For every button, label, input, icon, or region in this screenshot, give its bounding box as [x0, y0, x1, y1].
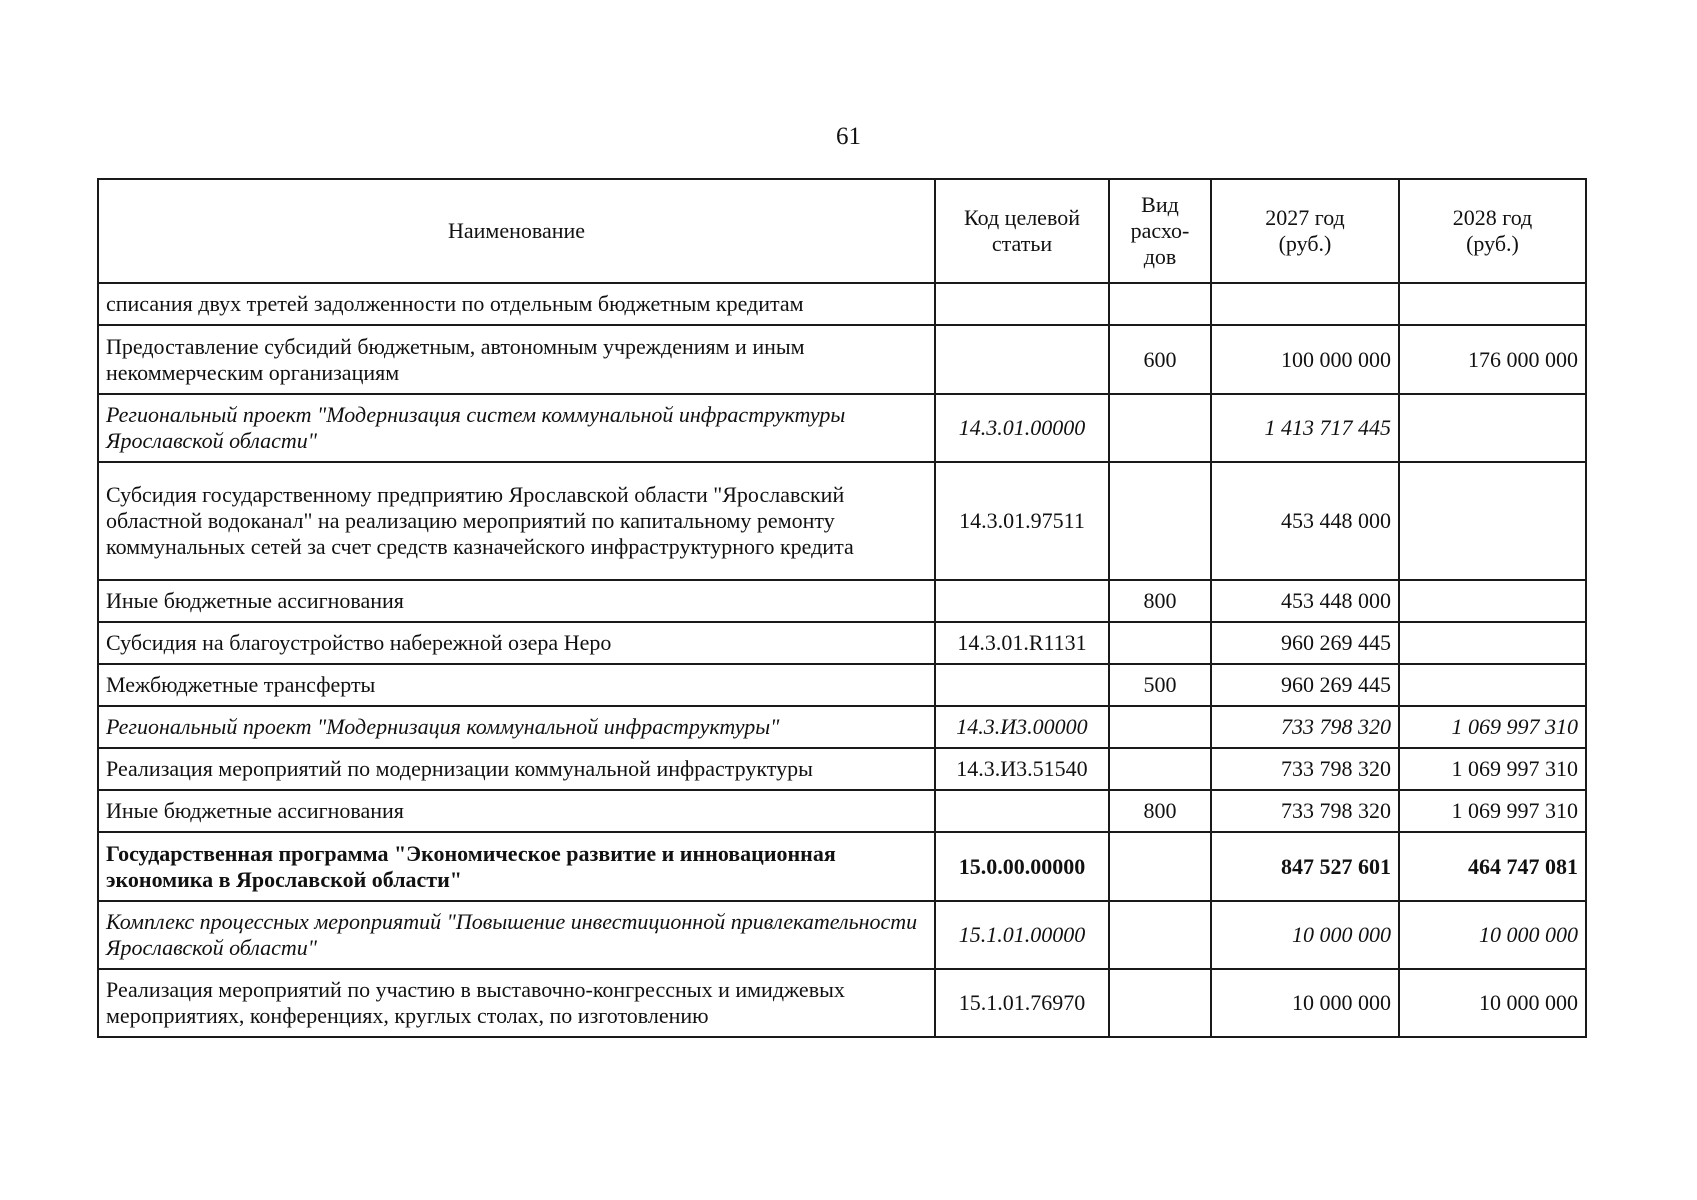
- row-name-cell: Межбюджетные трансферты: [98, 664, 935, 706]
- row-code-cell: [935, 580, 1109, 622]
- row-2027-cell: 847 527 601: [1211, 832, 1399, 901]
- table-row: [98, 664, 1586, 706]
- header-code: Код целевой статьи: [935, 179, 1109, 283]
- header-kind: Вид расхо- дов: [1109, 179, 1211, 283]
- row-2027-cell: 453 448 000: [1211, 580, 1399, 622]
- row-code-cell: 15.1.01.00000: [935, 901, 1109, 969]
- row-2027-cell: 1 413 717 445: [1211, 394, 1399, 462]
- row-name-cell: Субсидия государственному предприятию Ярославской области "Ярославский областной водоканал" на реализацию мероприятий по капитальному ремонту коммунальных сетей за счет средств казначейского инфраструктурного кредита: [98, 462, 935, 580]
- row-2027-cell: 453 448 000: [1211, 462, 1399, 580]
- table-row: [98, 283, 1586, 325]
- row-name-cell: Реализация мероприятий по участию в выставочно-конгрессных и имиджевых мероприятиях, конференциях, круглых столах, по изготовлению: [98, 969, 935, 1037]
- row-code-cell: [935, 283, 1109, 325]
- row-name-cell: Государственная программа "Экономическое развитие и инновационная экономика в Ярославской области": [98, 832, 935, 901]
- row-name-cell: Региональный проект "Модернизация коммунальной инфраструктуры": [98, 706, 935, 748]
- row-2028-cell: [1399, 394, 1586, 462]
- row-code-cell: 15.1.01.76970: [935, 969, 1109, 1037]
- row-2027-cell: 733 798 320: [1211, 748, 1399, 790]
- row-name-cell: Иные бюджетные ассигнования: [98, 790, 935, 832]
- row-kind-cell: [1109, 969, 1211, 1037]
- row-2028-cell: [1399, 283, 1586, 325]
- row-code-cell: [935, 664, 1109, 706]
- row-2028-cell: 10 000 000: [1399, 969, 1586, 1037]
- row-code-cell: 14.3.01.R1131: [935, 622, 1109, 664]
- row-2028-cell: 1 069 997 310: [1399, 706, 1586, 748]
- table-header-row: [98, 179, 1586, 283]
- row-2028-cell: 176 000 000: [1399, 325, 1586, 394]
- row-kind-cell: 800: [1109, 790, 1211, 832]
- header-year-2028: 2028 год (руб.): [1399, 179, 1586, 283]
- row-name-cell: Предоставление субсидий бюджетным, автономным учреждениям и иным некоммерческим организациям: [98, 325, 935, 394]
- row-kind-cell: [1109, 901, 1211, 969]
- row-code-cell: 14.3.01.00000: [935, 394, 1109, 462]
- table-row: [98, 832, 1586, 901]
- row-2027-cell: 10 000 000: [1211, 969, 1399, 1037]
- row-code-cell: 14.3.И3.00000: [935, 706, 1109, 748]
- row-2027-cell: 10 000 000: [1211, 901, 1399, 969]
- table-row: [98, 394, 1586, 462]
- row-kind-cell: [1109, 622, 1211, 664]
- row-2027-cell: 100 000 000: [1211, 325, 1399, 394]
- row-2027-cell: 733 798 320: [1211, 706, 1399, 748]
- row-2027-cell: 960 269 445: [1211, 622, 1399, 664]
- table-row: [98, 790, 1586, 832]
- row-kind-cell: [1109, 394, 1211, 462]
- row-kind-cell: 500: [1109, 664, 1211, 706]
- row-2027-cell: [1211, 283, 1399, 325]
- row-kind-cell: 600: [1109, 325, 1211, 394]
- row-2028-cell: 10 000 000: [1399, 901, 1586, 969]
- table-row: [98, 462, 1586, 580]
- row-code-cell: [935, 790, 1109, 832]
- row-2028-cell: [1399, 462, 1586, 580]
- budget-table: [97, 178, 1587, 1038]
- row-2028-cell: [1399, 622, 1586, 664]
- row-2028-cell: [1399, 580, 1586, 622]
- table-row: [98, 580, 1586, 622]
- row-2028-cell: 464 747 081: [1399, 832, 1586, 901]
- table-row: [98, 706, 1586, 748]
- row-kind-cell: 800: [1109, 580, 1211, 622]
- table-row: [98, 901, 1586, 969]
- page-number: 61: [836, 123, 861, 150]
- table-row: [98, 748, 1586, 790]
- row-code-cell: 15.0.00.00000: [935, 832, 1109, 901]
- row-code-cell: 14.3.01.97511: [935, 462, 1109, 580]
- row-name-cell: Комплекс процессных мероприятий "Повышение инвестиционной привлекательности Ярославской области": [98, 901, 935, 969]
- row-kind-cell: [1109, 283, 1211, 325]
- row-code-cell: [935, 325, 1109, 394]
- row-kind-cell: [1109, 706, 1211, 748]
- row-2028-cell: 1 069 997 310: [1399, 790, 1586, 832]
- row-2028-cell: [1399, 664, 1586, 706]
- row-kind-cell: [1109, 748, 1211, 790]
- header-name: Наименование: [98, 179, 935, 283]
- row-kind-cell: [1109, 832, 1211, 901]
- header-year-2027: 2027 год (руб.): [1211, 179, 1399, 283]
- table-row: [98, 969, 1586, 1037]
- row-2027-cell: 733 798 320: [1211, 790, 1399, 832]
- table-body: [98, 283, 1586, 1037]
- row-code-cell: 14.3.И3.51540: [935, 748, 1109, 790]
- table-row: [98, 325, 1586, 394]
- row-name-cell: Региональный проект "Модернизация систем коммунальной инфраструктуры Ярославской области": [98, 394, 935, 462]
- row-2028-cell: 1 069 997 310: [1399, 748, 1586, 790]
- row-name-cell: Субсидия на благоустройство набережной озера Неро: [98, 622, 935, 664]
- row-name-cell: списания двух третей задолженности по отдельным бюджетным кредитам: [98, 283, 935, 325]
- row-2027-cell: 960 269 445: [1211, 664, 1399, 706]
- row-name-cell: Реализация мероприятий по модернизации коммунальной инфраструктуры: [98, 748, 935, 790]
- row-kind-cell: [1109, 462, 1211, 580]
- row-name-cell: Иные бюджетные ассигнования: [98, 580, 935, 622]
- table-row: [98, 622, 1586, 664]
